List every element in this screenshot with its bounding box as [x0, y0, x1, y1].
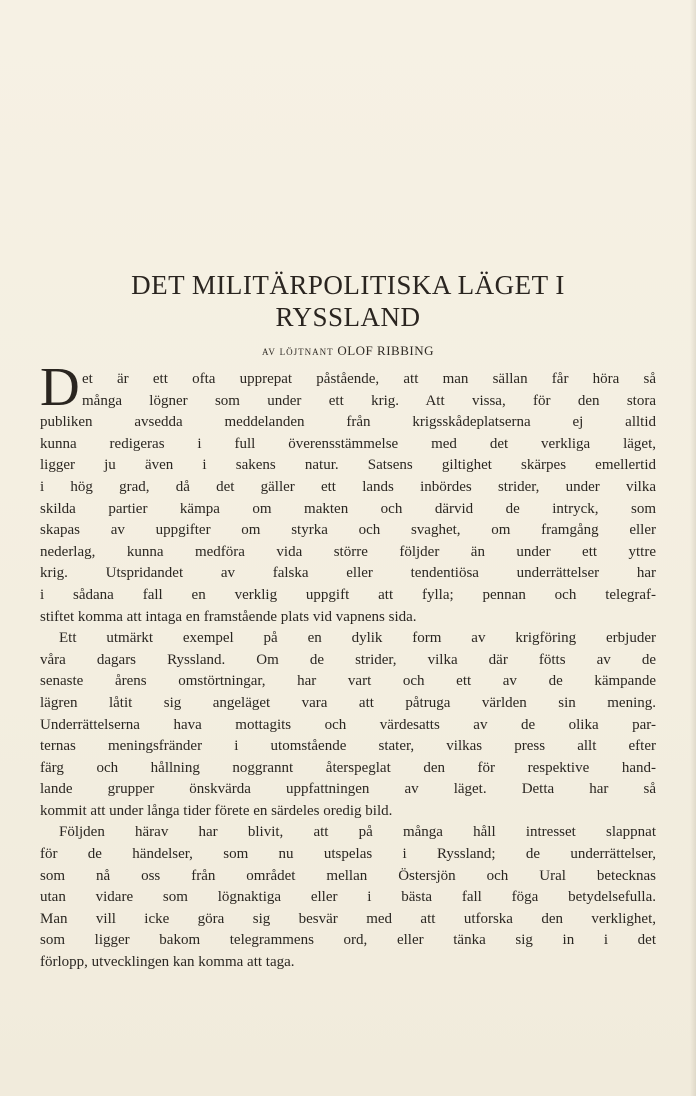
- paragraph-3-line: som nå oss från området mellan Östersjön och Ural betecknas: [40, 867, 656, 884]
- paragraph-1-line: många lögner som under ett krig. Att vissa, för den stora: [82, 392, 656, 409]
- byline-rank: LÖJTNANT: [279, 347, 334, 357]
- paragraph-2-line: senaste årens omstörtningar, har vart och ett av de kämpande: [40, 673, 656, 690]
- paragraph-1-line: nederlag, kunna medföra vida större följder än under ett yttre: [40, 543, 656, 560]
- paragraph-2-line: kommit att under långa tider förete en särdeles oredig bild.: [40, 802, 393, 819]
- paragraph-1-line: ligger ju även i sakens natur. Satsens giltighet skärpes emellertid: [40, 457, 656, 474]
- paragraph-2-line: våra dagars Ryssland. Om de strider, vilka där fötts av de: [40, 651, 656, 668]
- paragraph-1-line: skapas av uppgifter om styrka och svaghet, om framgång eller: [40, 522, 656, 539]
- paragraph-3-line: som ligger bakom telegrammens ord, eller tänka sig in i det: [40, 932, 656, 949]
- paragraph-1-line: i hög grad, då det gäller ett lands inbördes strider, under vilka: [40, 478, 656, 495]
- paragraph-1-line: publiken avsedda meddelanden från krigsskådeplatserna ej alltid: [40, 414, 656, 431]
- byline-author: OLOF RIBBING: [337, 343, 434, 358]
- paragraph-1-line: et är ett ofta upprepat påstående, att man sällan får höra så: [82, 371, 656, 387]
- paragraph-3-line: för de händelser, som nu utspelas i Ryssland; de underrättelser,: [40, 846, 656, 863]
- paragraph-1-line: stiftet komma att intaga en framstående plats vid vapnens sida.: [40, 608, 417, 625]
- article-title-line-2: RYSSLAND: [275, 302, 421, 332]
- paragraph-2-line: färg och hållning noggrannt återspeglat den för respektive hand-: [40, 759, 656, 776]
- drop-cap: D: [40, 356, 80, 417]
- byline-prefix: AV: [262, 347, 276, 357]
- paragraph-3-line: Man vill icke göra sig besvär med att utforska den verklighet,: [40, 910, 656, 927]
- paragraph-1-line: krig. Utspridandet av falska eller tendentiösa underrättelser har: [40, 565, 656, 582]
- paragraph-2-line: lande grupper önskvärda uppfattningen av läget. Detta har så: [40, 781, 656, 798]
- paragraph-3-line: förlopp, utvecklingen kan komma att taga.: [40, 954, 295, 971]
- paragraph-1-line: skilda partier kämpa om makten och därvid de intryck, som: [40, 500, 656, 517]
- paragraph-3-line: Följden härav har blivit, att på många håll intresset slappnat: [59, 824, 656, 841]
- paragraph-2-line: lägren låtit sig angeläget vara att påtruga världen sin mening.: [40, 694, 656, 711]
- page-edge-shadow: [690, 0, 696, 1096]
- byline: [40, 343, 656, 359]
- paragraph-2-line: ternas meningsfränder i utomstående stater, vilkas press allt efter: [40, 738, 656, 755]
- paragraph-2-line: Ett utmärkt exempel på en dylik form av krigföring erbjuder: [59, 630, 656, 647]
- paragraph-1-line: kunna redigeras i full överensstämmelse med det verkliga läget,: [40, 435, 656, 452]
- article-body: [40, 369, 656, 974]
- article-title-line-1: DET MILITÄRPOLITISKA LÄGET I: [131, 270, 565, 300]
- paragraph-2-line: Underrättelserna hava mottagits och värdesatts av de olika par-: [40, 716, 656, 733]
- paragraph-1-line: i sådana fall en verklig uppgift att fylla; pennan och telegraf-: [40, 586, 656, 603]
- paragraph-3-line: utan vidare som lögnaktiga eller i bästa fall föga betydelsefulla.: [40, 889, 656, 906]
